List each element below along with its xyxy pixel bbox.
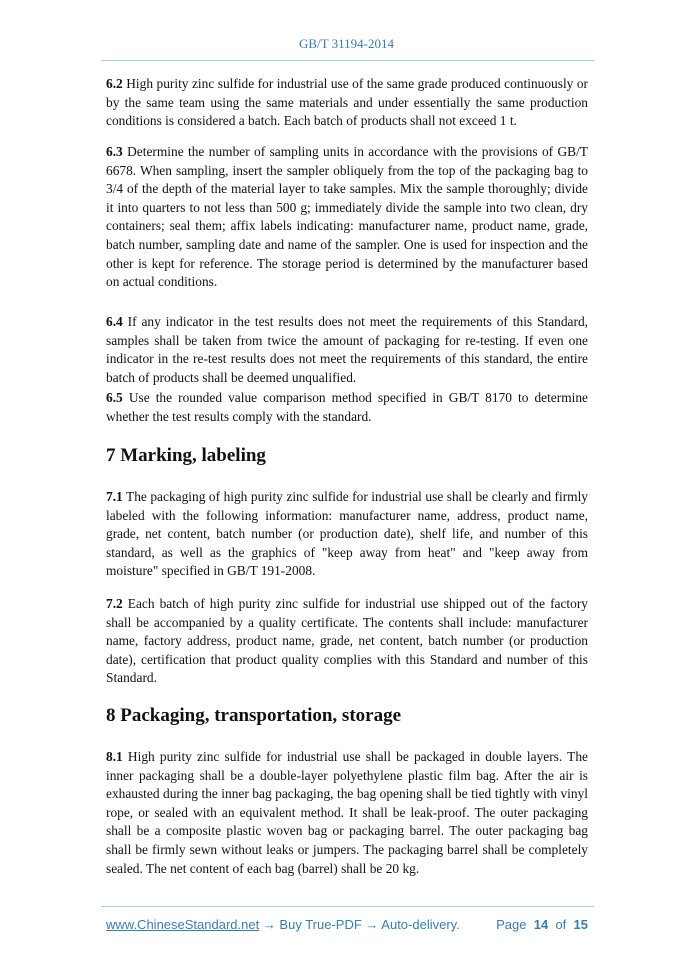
paragraph-6-3 (106, 143, 588, 292)
paragraph-6-2 (106, 75, 588, 131)
clause-number: 7.2 (106, 596, 123, 611)
current-page: 14 (533, 917, 549, 932)
page-indicator: Page 14 of 15 (496, 917, 588, 932)
paragraph-7-1 (106, 488, 588, 581)
website-link[interactable]: www.ChineseStandard.net (106, 917, 260, 932)
document-header: GB/T 31194-2014 (299, 36, 394, 51)
section-heading-8: 8 Packaging, transportation, storage (106, 705, 402, 726)
section-heading-7: 7 Marking, labeling (106, 445, 266, 466)
paragraph-6-4 (106, 313, 588, 387)
clause-number: 6.2 (106, 76, 123, 91)
clause-number: 6.4 (106, 314, 123, 329)
paragraph-7-2 (106, 595, 588, 688)
clause-number: 8.1 (106, 749, 123, 764)
paragraph-6-5 (106, 389, 588, 426)
total-pages: 15 (573, 917, 588, 932)
clause-text: The packaging of high purity zinc sulfide for industrial use shall be clearly and firmly labeled with the following information: manufacturer name, address, product name, grade, net content, batch number (or production date), shelf life, and number of this standard, as well as the graphics of "keep away from heat" and "keep away from moisture" specified in GB/T 191-2008. (106, 489, 588, 579)
clause-text: Each batch of high purity zinc sulfide for industrial use shipped out of the factory shall be accompanied by a quality certificate. The contents shall include: manufacturer name, factory address, product name, grade, net content, batch number (or production date), certification that product quality complies with this Standard and number of this Standard. (106, 596, 588, 686)
clause-number: 6.5 (106, 390, 123, 405)
footer-rule (101, 906, 594, 907)
clause-text: Use the rounded value comparison method specified in GB/T 8170 to determine whether the test results comply with the standard. (106, 390, 588, 424)
page-footer (106, 917, 588, 932)
clause-text: If any indicator in the test results does not meet the requirements of this Standard, samples shall be taken from twice the amount of packaging for re-testing. If even one indicator in the re-test results does not meet the requirements of this standard, the entire batch of products shall be deemed unqualified. (106, 314, 588, 385)
clause-number: 7.1 (106, 489, 123, 504)
paragraph-8-1 (106, 748, 588, 878)
clause-text: High purity zinc sulfide for industrial use shall be packaged in double layers. The inner packaging shall be a double-layer polyethylene plastic film bag. After the air is exhausted during the inner bag packaging, the bag opening shall be tied tightly with vinyl rope, or sealed with an equivalent method. It shall be leak-proof. The outer packaging shall be a composite plastic woven bag or packaging barrel. The outer packaging bag shall be firmly sewn without leaks or jumpers. The packaging barrel shall be completely sealed. The net content of each bag (barrel) shall be 20 kg. (106, 749, 588, 876)
promo-text: → Buy True-PDF → Auto-delivery. (259, 917, 460, 932)
clause-text: High purity zinc sulfide for industrial use of the same grade produced continuously or by the same team using the same materials and under essentially the same production conditions is considered a batch. Each batch of products shall not exceed 1 t. (106, 76, 588, 129)
header-rule (101, 60, 594, 61)
clause-text: Determine the number of sampling units in accordance with the provisions of GB/T 6678. When sampling, insert the sampler obliquely from the top of the packaging bag to 3/4 of the depth of the material layer to take samples. Mix the sample thoroughly; divide it into quarters to not less than 500 g; immediately divide the sample into two clean, dry containers; seal them; affix labels indicating: manufacturer name, product name, grade, batch number, sampling date and name of the sampler. One is used for inspection and the other is kept for reference. The storage period is determined by the manufacturer based on actual conditions. (106, 144, 588, 290)
clause-number: 6.3 (106, 144, 123, 159)
